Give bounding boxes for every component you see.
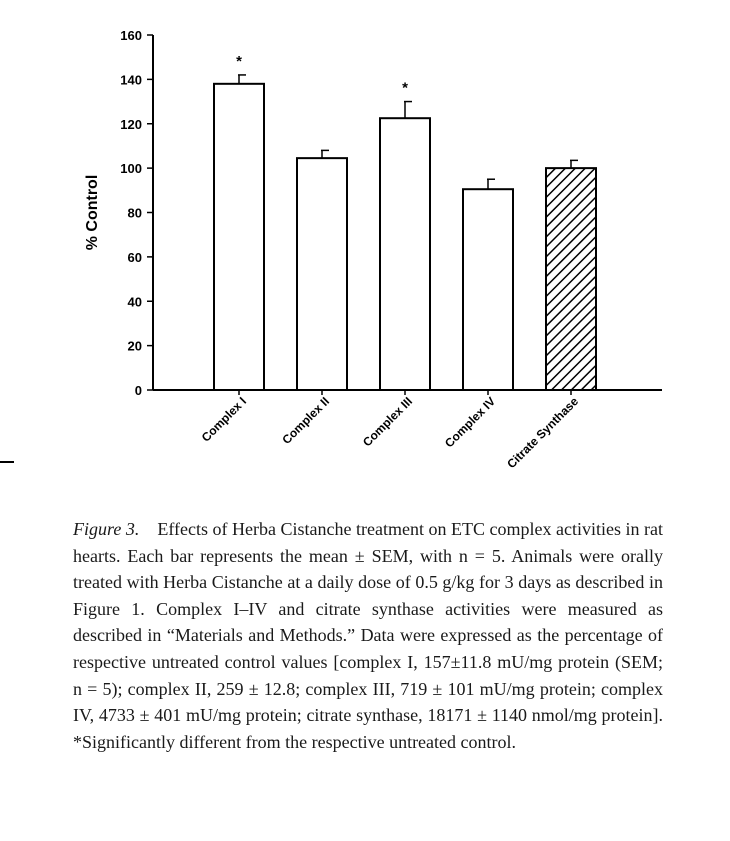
bar <box>546 168 596 390</box>
y-tick-label: 20 <box>127 338 142 354</box>
x-category-label: Citrate Synthase <box>504 394 582 472</box>
x-category-label: Complex III <box>359 394 416 450</box>
y-tick-label: 120 <box>120 116 142 132</box>
y-tick-label: 140 <box>120 72 142 88</box>
caption-text: Effects of Herba Cistanche treatment on ETC complex activities in rat hearts. Each bar represents the mean ± SEM, with n = 5. Animals were orally treated with Herba Cistanche at a daily dose of 0.5 g/kg for 3 days as described in Figure 1. Complex I–IV and citrate synthase activities were measured as described in “Materials and Methods.” Data were expressed as the percentage of respective untreated control values [complex I, 157±11.8 mU/mg protein (SEM; n = 5); complex II, 259 ± 12.8; complex III, 719 ± 101 mU/mg protein; complex IV, 4733 ± 401 mU/mg protein; citrate synthase, 18171 ± 1140 nmol/mg protein]. *Significantly different from the respective untreated control. <box>73 519 663 752</box>
y-tick-label: 100 <box>120 161 142 177</box>
y-tick-label: 40 <box>127 294 142 310</box>
x-category-label: Complex II <box>279 394 333 448</box>
figure-caption <box>73 516 663 755</box>
y-tick-label: 0 <box>134 383 142 398</box>
bar <box>463 189 513 390</box>
significance-marker: * <box>236 52 242 70</box>
bar <box>214 84 264 390</box>
y-tick-label: 60 <box>127 249 142 265</box>
y-tick-label: 160 <box>120 28 142 43</box>
margin-mark <box>0 461 14 463</box>
y-tick-label: 80 <box>127 205 142 221</box>
x-category-label: Complex I <box>198 394 250 445</box>
x-category-label: Complex IV <box>442 394 499 451</box>
y-axis-title: % Control <box>84 174 101 251</box>
caption-label: Figure 3. <box>73 519 140 539</box>
bar <box>297 158 347 390</box>
significance-marker: * <box>402 79 408 97</box>
bar <box>380 118 430 390</box>
